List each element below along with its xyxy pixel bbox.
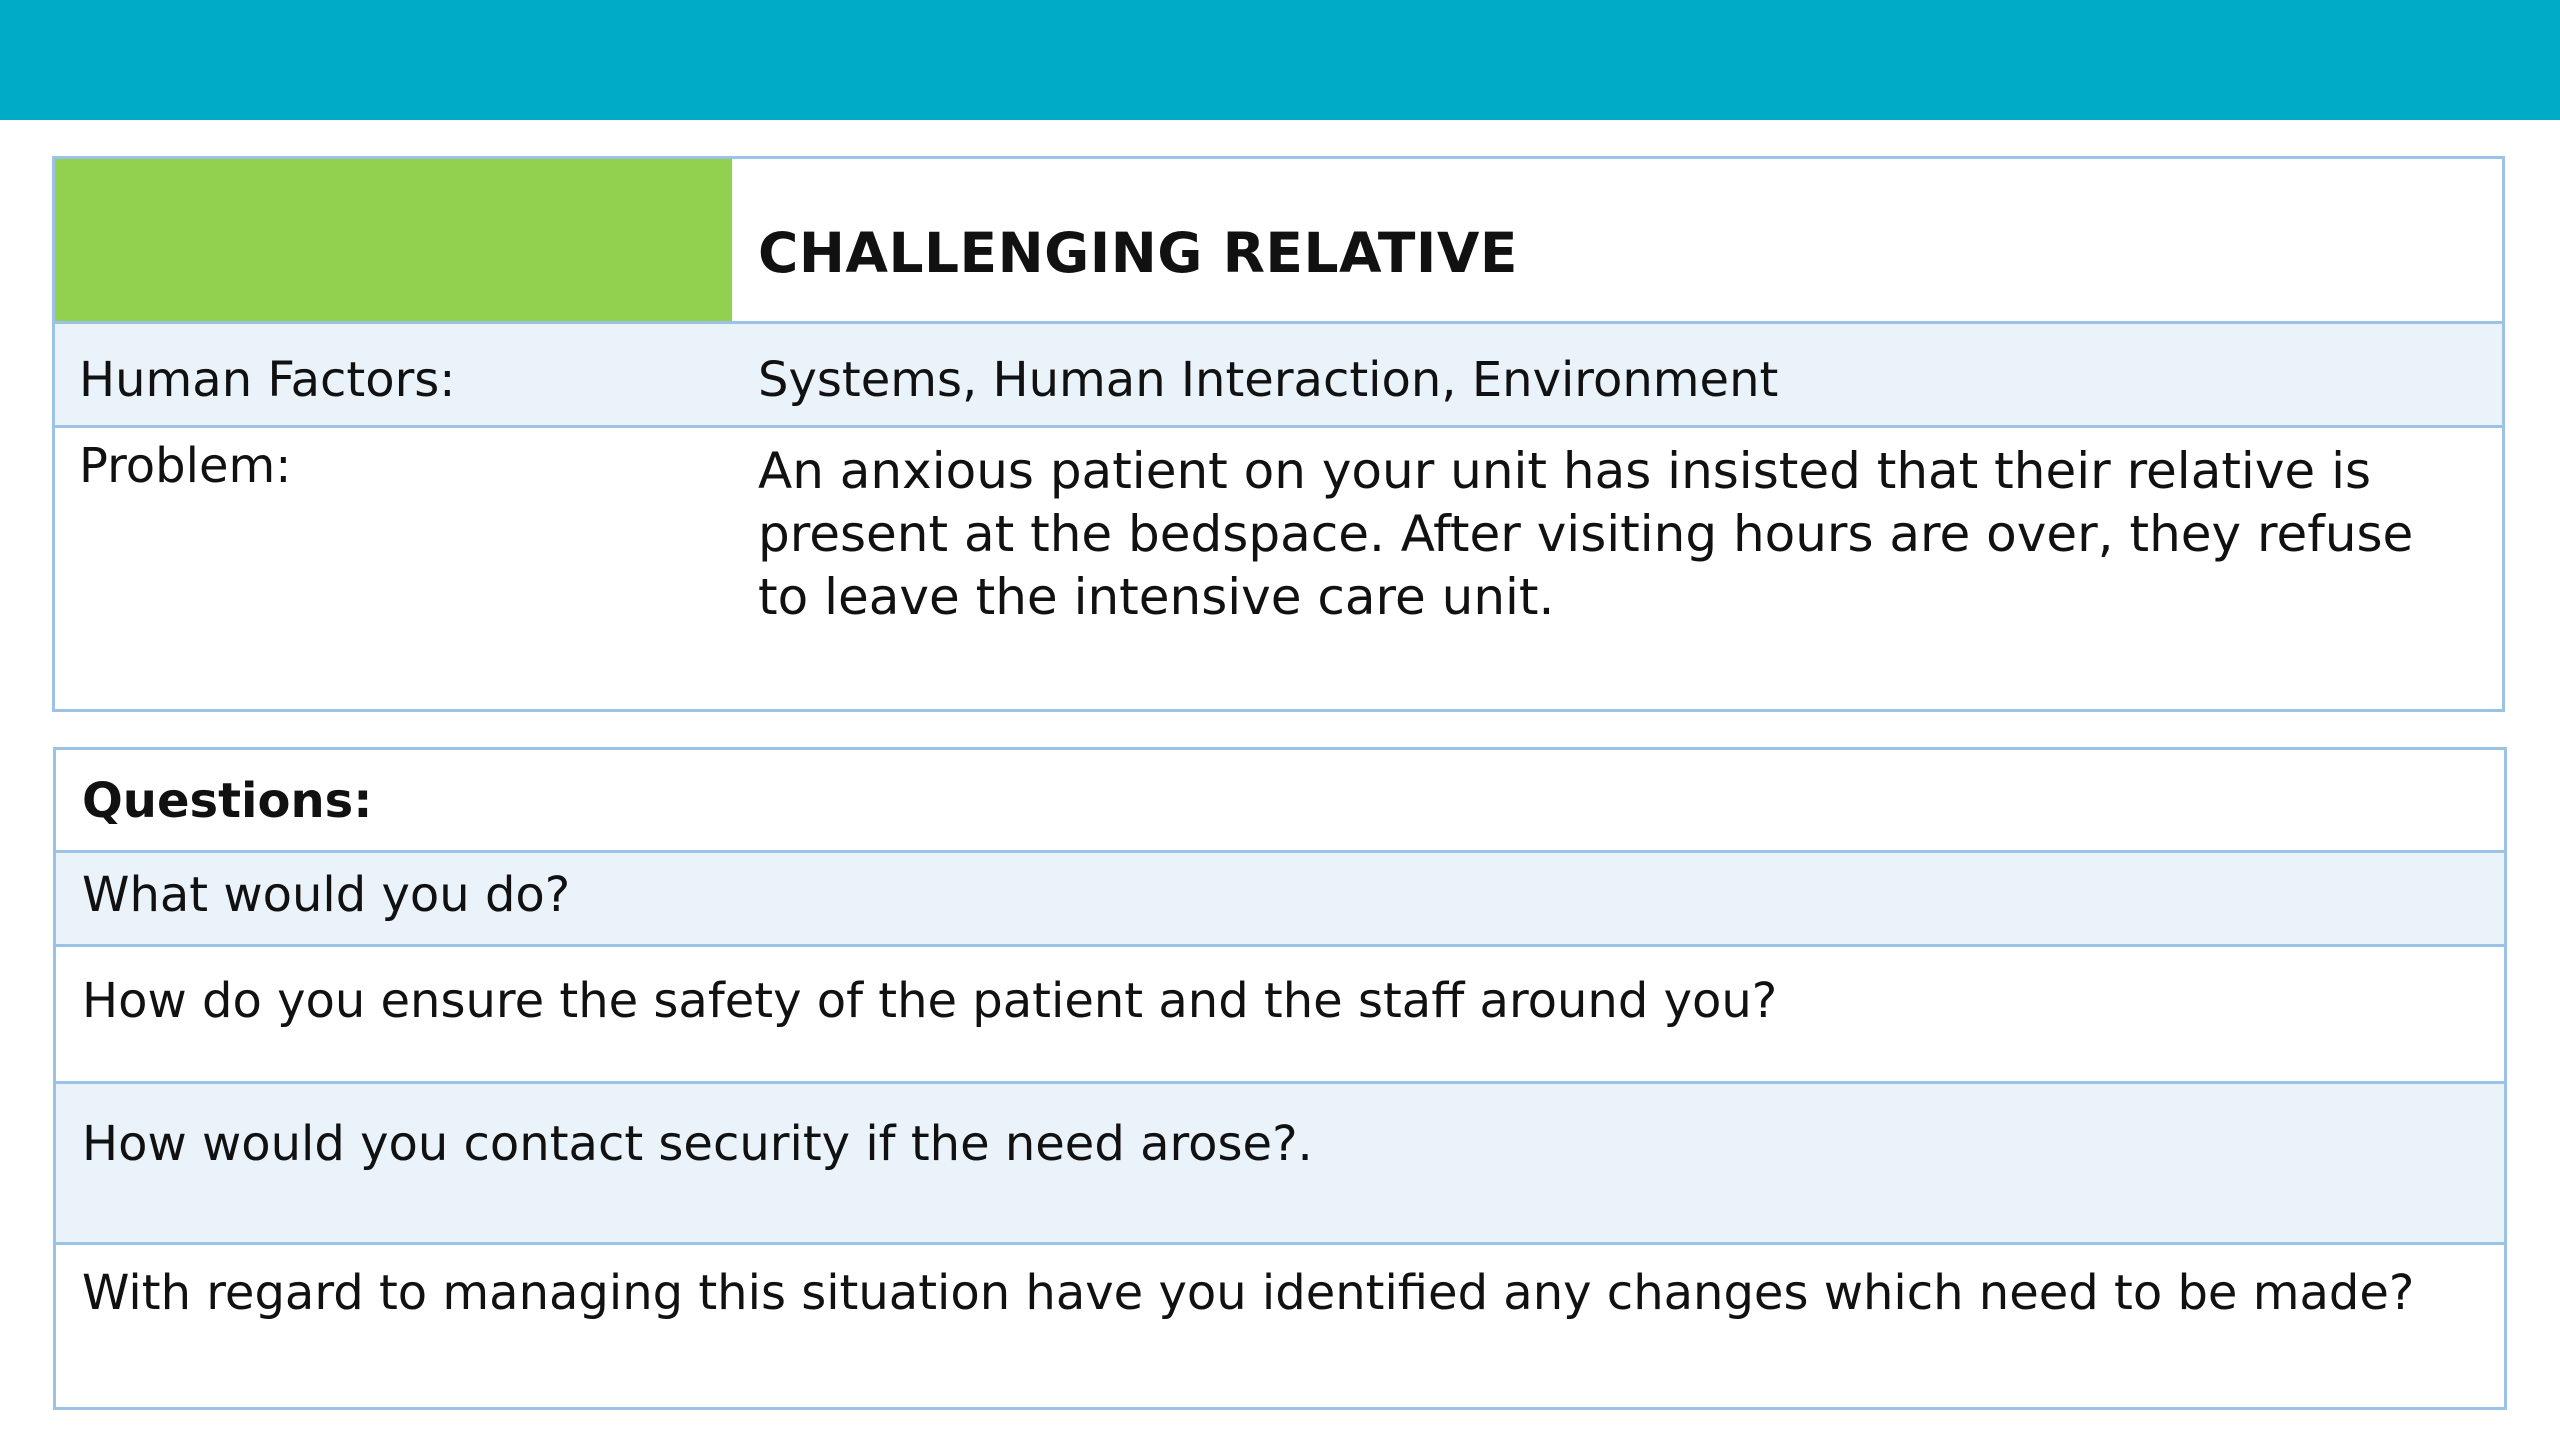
human-factors-label: Human Factors: xyxy=(79,352,456,408)
question-row xyxy=(56,1245,2504,1407)
question-row xyxy=(56,1084,2504,1245)
top-banner xyxy=(0,0,2560,120)
question-text: With regard to managing this situation have you identified any changes which need to be made? xyxy=(82,1265,2415,1321)
questions-table xyxy=(53,747,2507,1410)
green-accent-block xyxy=(55,159,732,321)
question-row xyxy=(56,853,2504,947)
problem-label: Problem: xyxy=(79,438,292,494)
questions-header-row xyxy=(56,750,2504,853)
questions-header: Questions: xyxy=(82,773,373,829)
scenario-table xyxy=(52,156,2505,712)
question-text: How would you contact security if the need arose?. xyxy=(82,1116,1313,1172)
question-text: How do you ensure the safety of the patient and the staff around you? xyxy=(82,973,1778,1029)
title-row xyxy=(55,159,2502,324)
human-factors-value: Systems, Human Interaction, Environment xyxy=(758,352,1779,408)
problem-value: An anxious patient on your unit has insisted that their relative is present at the bedspace. After visiting hours are over, they refuse to leave the intensive care unit. xyxy=(758,442,2414,626)
human-factors-row xyxy=(55,324,2502,428)
question-text: What would you do? xyxy=(82,867,571,923)
scenario-title: CHALLENGING RELATIVE xyxy=(758,221,1518,285)
question-row xyxy=(56,947,2504,1084)
problem-row xyxy=(55,428,2502,709)
